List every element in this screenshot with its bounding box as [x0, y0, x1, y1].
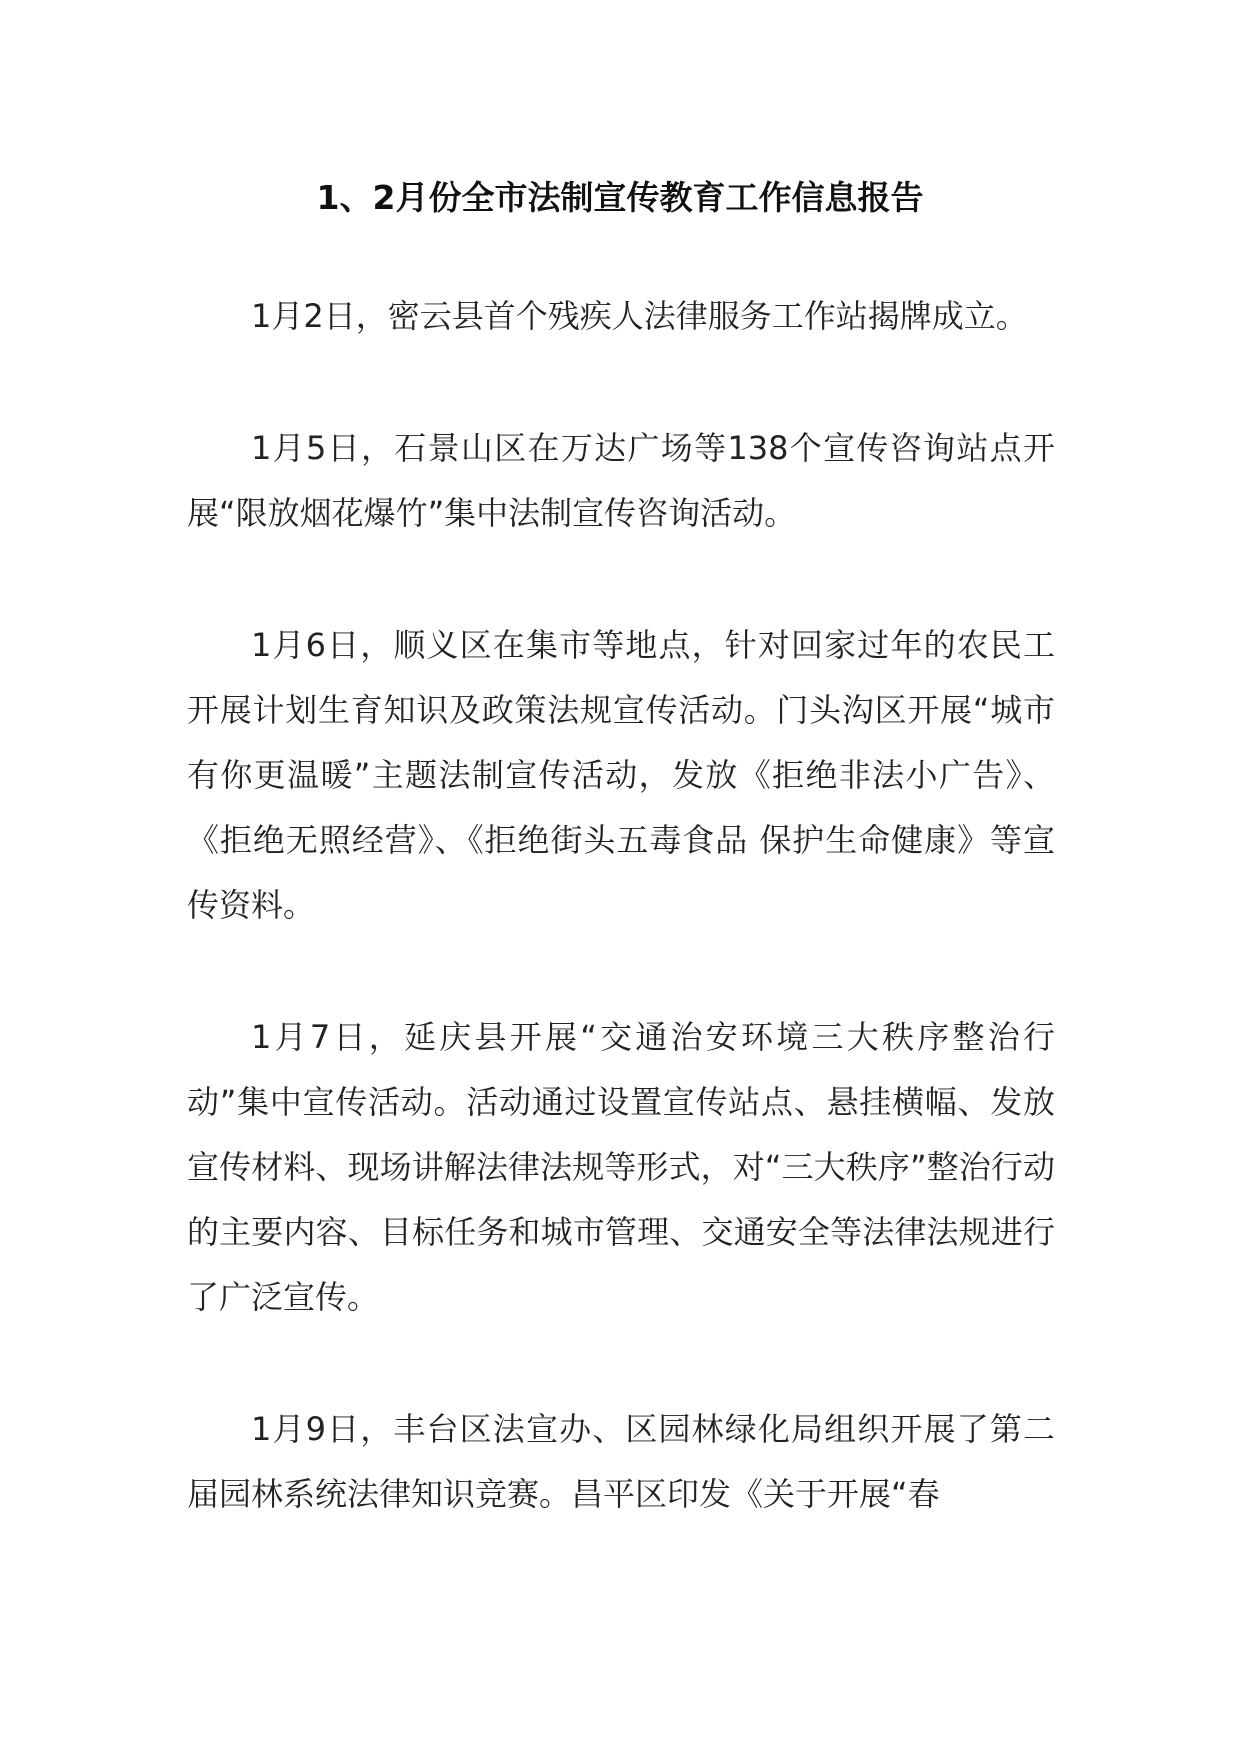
document-title: 1、2月份全市法制宣传教育工作信息报告	[316, 178, 924, 217]
paragraph-jan-7: 1月7日，延庆县开展“交通治安环境三大秩序整治行动”集中宣传活动。活动通过设置宣传站点、悬挂横幅、发放宣传材料、现场讲解法律法规等形式，对“三大秩序”整治行动的主要内容、目标任务和城市管理、交通安全等法律法规进行了广泛宣传。	[187, 1018, 1055, 1316]
paragraph-jan-9: 1月9日，丰台区法宣办、区园林绿化局组织开展了第二届园林系统法律知识竞赛。昌平区印发《关于开展“春	[187, 1410, 1055, 1513]
paragraph-jan-5: 1月5日，石景山区在万达广场等138个宣传咨询站点开展“限放烟花爆竹”集中法制宣传咨询活动。	[187, 429, 1055, 532]
document-body	[187, 284, 1055, 1594]
paragraph-jan-2: 1月2日，密云县首个残疾人法律服务工作站揭牌成立。	[251, 297, 1028, 335]
paragraph-jan-6: 1月6日，顺义区在集市等地点，针对回家过年的农民工开展计划生育知识及政策法规宣传活动。门头沟区开展“城市有你更温暖”主题法制宣传活动，发放《拒绝非法小广告》、《拒绝无照经营》、《拒绝街头五毒食品 保护生命健康》等宣传资料。	[187, 626, 1055, 924]
